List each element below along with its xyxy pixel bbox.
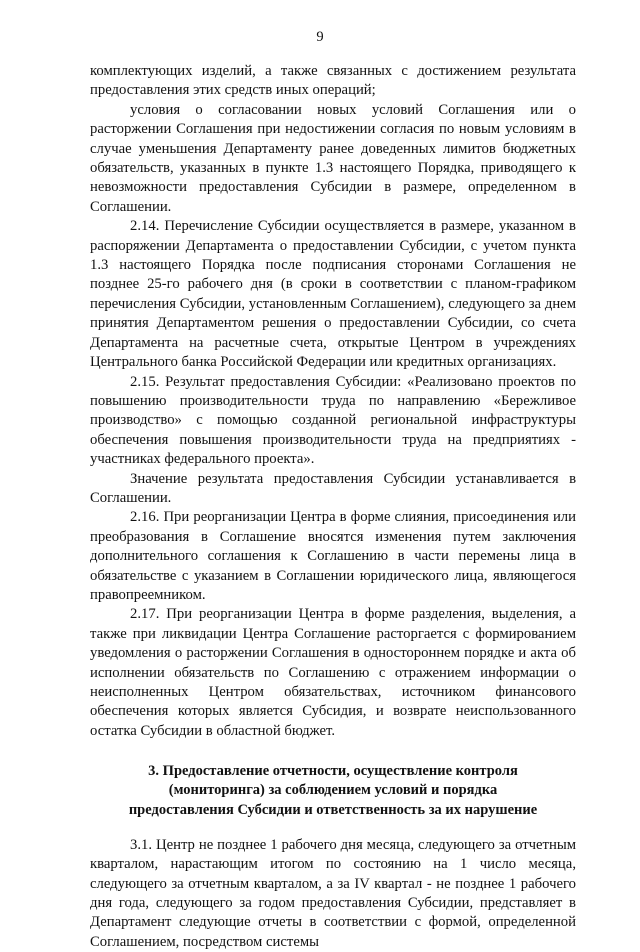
paragraph-result-value: Значение результата предоставления Субсидии устанавливается в Соглашении. <box>90 470 576 506</box>
document-body <box>90 62 576 952</box>
section-heading-line-1: 3. Предоставление отчетности, осуществление контроля <box>148 763 518 780</box>
section-heading-line-3: предоставления Субсидии и ответственность за их нарушение <box>128 801 538 818</box>
paragraph-3-1: 3.1. Центр не позднее 1 рабочего дня месяца, следующего за отчетным кварталом, нарастающим итогом по состоянию на 1 число месяца, следующего за отчетным кварталом, а за IV квартал - не позднее 1 рабочего дня года, следующего за годом предоставления Субсидии, представляет в Департамент следующие отчеты в соответствии с формой, определенной Соглашением, посредством системы <box>90 836 576 950</box>
paragraph-2-17: 2.17. При реорганизации Центра в форме разделения, выделения, а также при ликвидации Центра Соглашение расторгается с формированием уведомления о расторжении Соглашения в одностороннем порядке и акта об исполнении обязательств по Соглашению с отражением информации о неисполненных Центром обязательствах, источником финансового обеспечения которых является Субсидия, и возврате неиспользованного остатка Субсидии в областной бюджет. <box>90 606 576 739</box>
paragraph-2-15: 2.15. Результат предоставления Субсидии: «Реализовано проектов по повышению производительности труда по направлению «Бережливое производство» с помощью созданной региональной инфраструктуры обеспечения повышения производительности труда на предприятиях - участниках федерального проекта». <box>90 373 576 468</box>
paragraph-2-14: 2.14. Перечисление Субсидии осуществляется в размере, указанном в распоряжении Департамента о предоставлении Субсидии, с учетом пункта 1.3 настоящего Порядка после подписания сторонами Соглашения не позднее 25-го рабочего дня (в сроки в соответствии с планом-графиком перечисления Субсидии, установленным Соглашением), следующего за днем принятия Департаментом решения о предоставлении Субсидии, со счета Департамента на расчетные счета, открытые Центром в учреждениях Центрального банка Российской Федерации или кредитных организациях. <box>90 218 576 371</box>
paragraph-2-16: 2.16. При реорганизации Центра в форме слияния, присоединения или преобразования в Соглашение вносятся изменения путем заключения дополнительного соглашения к Соглашению в части перемены лица в обязательстве с указанием в Соглашении юридического лица, являющегося правопреемником. <box>90 509 576 603</box>
section-heading-line-2: (мониторинга) за соблюдением условий и порядка <box>168 782 498 799</box>
section-3-heading <box>90 762 576 820</box>
paragraph-continuation: комплектующих изделий, а также связанных с достижением результата предоставления этих средств иных операций; <box>90 63 576 99</box>
page-number: 9 <box>316 29 324 45</box>
paragraph-agreement-terms: условия о согласовании новых условий Соглашения или о расторжении Соглашения при недостижении согласия по новым условиям в случае уменьшения Департаменту ранее доведенных лимитов бюджетных обязательств, указанных в пункте 1.3 настоящего Порядка, приводящего к невозможности предоставления Субсидии в размере, определенном в Соглашении. <box>90 101 576 215</box>
